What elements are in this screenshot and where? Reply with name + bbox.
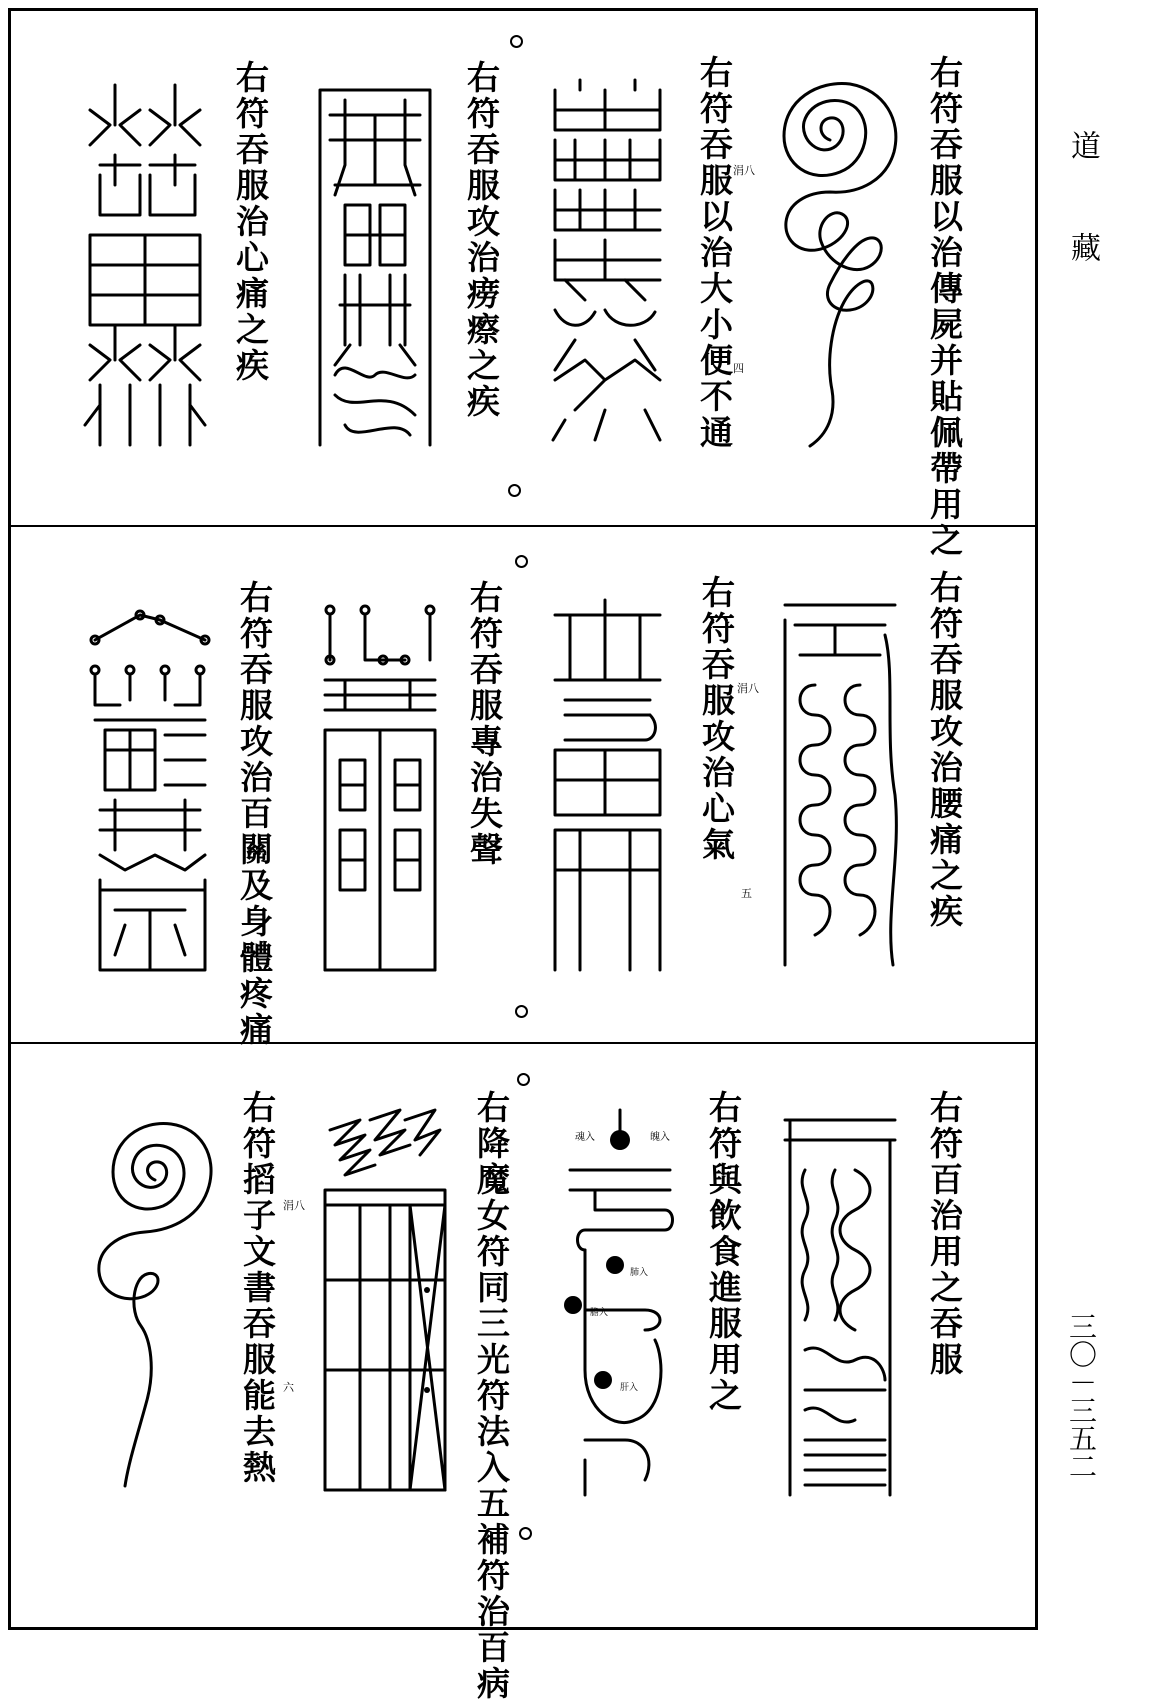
panel-divider-2 [8,1042,1038,1044]
section-number: 四 [733,362,744,375]
talisman-dotted-gate [315,600,445,975]
talisman-lightning-grid [320,1110,450,1500]
page-number: 三〇－三五二 [1065,1312,1098,1480]
binding-hole [517,1073,530,1086]
caption-2-4: 右符吞服攻治百關及身體疼痛 [235,580,274,1048]
binding-hole [515,555,528,568]
edition-note: 涓八 [737,682,759,695]
talisman-label: 魂入 [575,1132,595,1143]
talisman-label: 膽入 [590,1308,609,1318]
talisman-spiral-tail [85,1110,225,1490]
edition-note: 涓八 [733,164,755,177]
section-number: 六 [283,1381,294,1394]
binding-hole [515,1005,528,1018]
caption-1-1: 右符吞服以治傳屍并貼佩帶用之 [925,55,964,559]
caption-3-3: 右降魔女符同三光符法入五補符治百病 [472,1090,511,1702]
caption-1-3: 右符吞服攻治痨瘵之疾 [462,60,501,420]
caption-3-1: 右符百治用之吞服 [925,1090,964,1378]
talisman-label: 肺入 [630,1268,649,1278]
binding-hole [508,484,521,497]
talisman-label: 魄入 [650,1132,670,1143]
section-number: 五 [741,887,752,900]
talisman-mountain-gate [545,600,670,975]
talisman-serpentine [775,595,905,975]
talisman-hundred-cures [775,1110,905,1500]
caption-3-2: 右符與飲食進服用之 [704,1090,743,1414]
caption-1-2: 右符吞服以治大小便不通 [695,55,734,451]
caption-1-4: 右符吞服治心痛之疾 [231,60,270,384]
talisman-label: 肝入 [620,1383,639,1393]
binding-hole [519,1527,532,1540]
edition-note: 涓八 [283,1199,305,1212]
talisman-spiral [770,80,910,450]
binding-hole [510,35,523,48]
caption-2-1: 右符吞服攻治腰痛之疾 [925,570,964,930]
caption-3-4: 右符搯子文書吞服能去熱 [238,1090,277,1486]
talisman-tall-gate [315,85,440,450]
collection-label-bottom: 藏 [1065,232,1100,262]
talisman-stacked-glyphs [545,80,670,445]
talisman-demon-subduing [555,1110,685,1500]
caption-2-3: 右符吞服專治失聲 [465,580,504,868]
talisman-twin-pillars [80,85,210,450]
talisman-constellation [85,610,215,980]
caption-2-2: 右符吞服攻治心氣 [697,575,736,863]
panel-divider-1 [8,525,1038,527]
collection-label-top: 道 [1065,130,1100,160]
